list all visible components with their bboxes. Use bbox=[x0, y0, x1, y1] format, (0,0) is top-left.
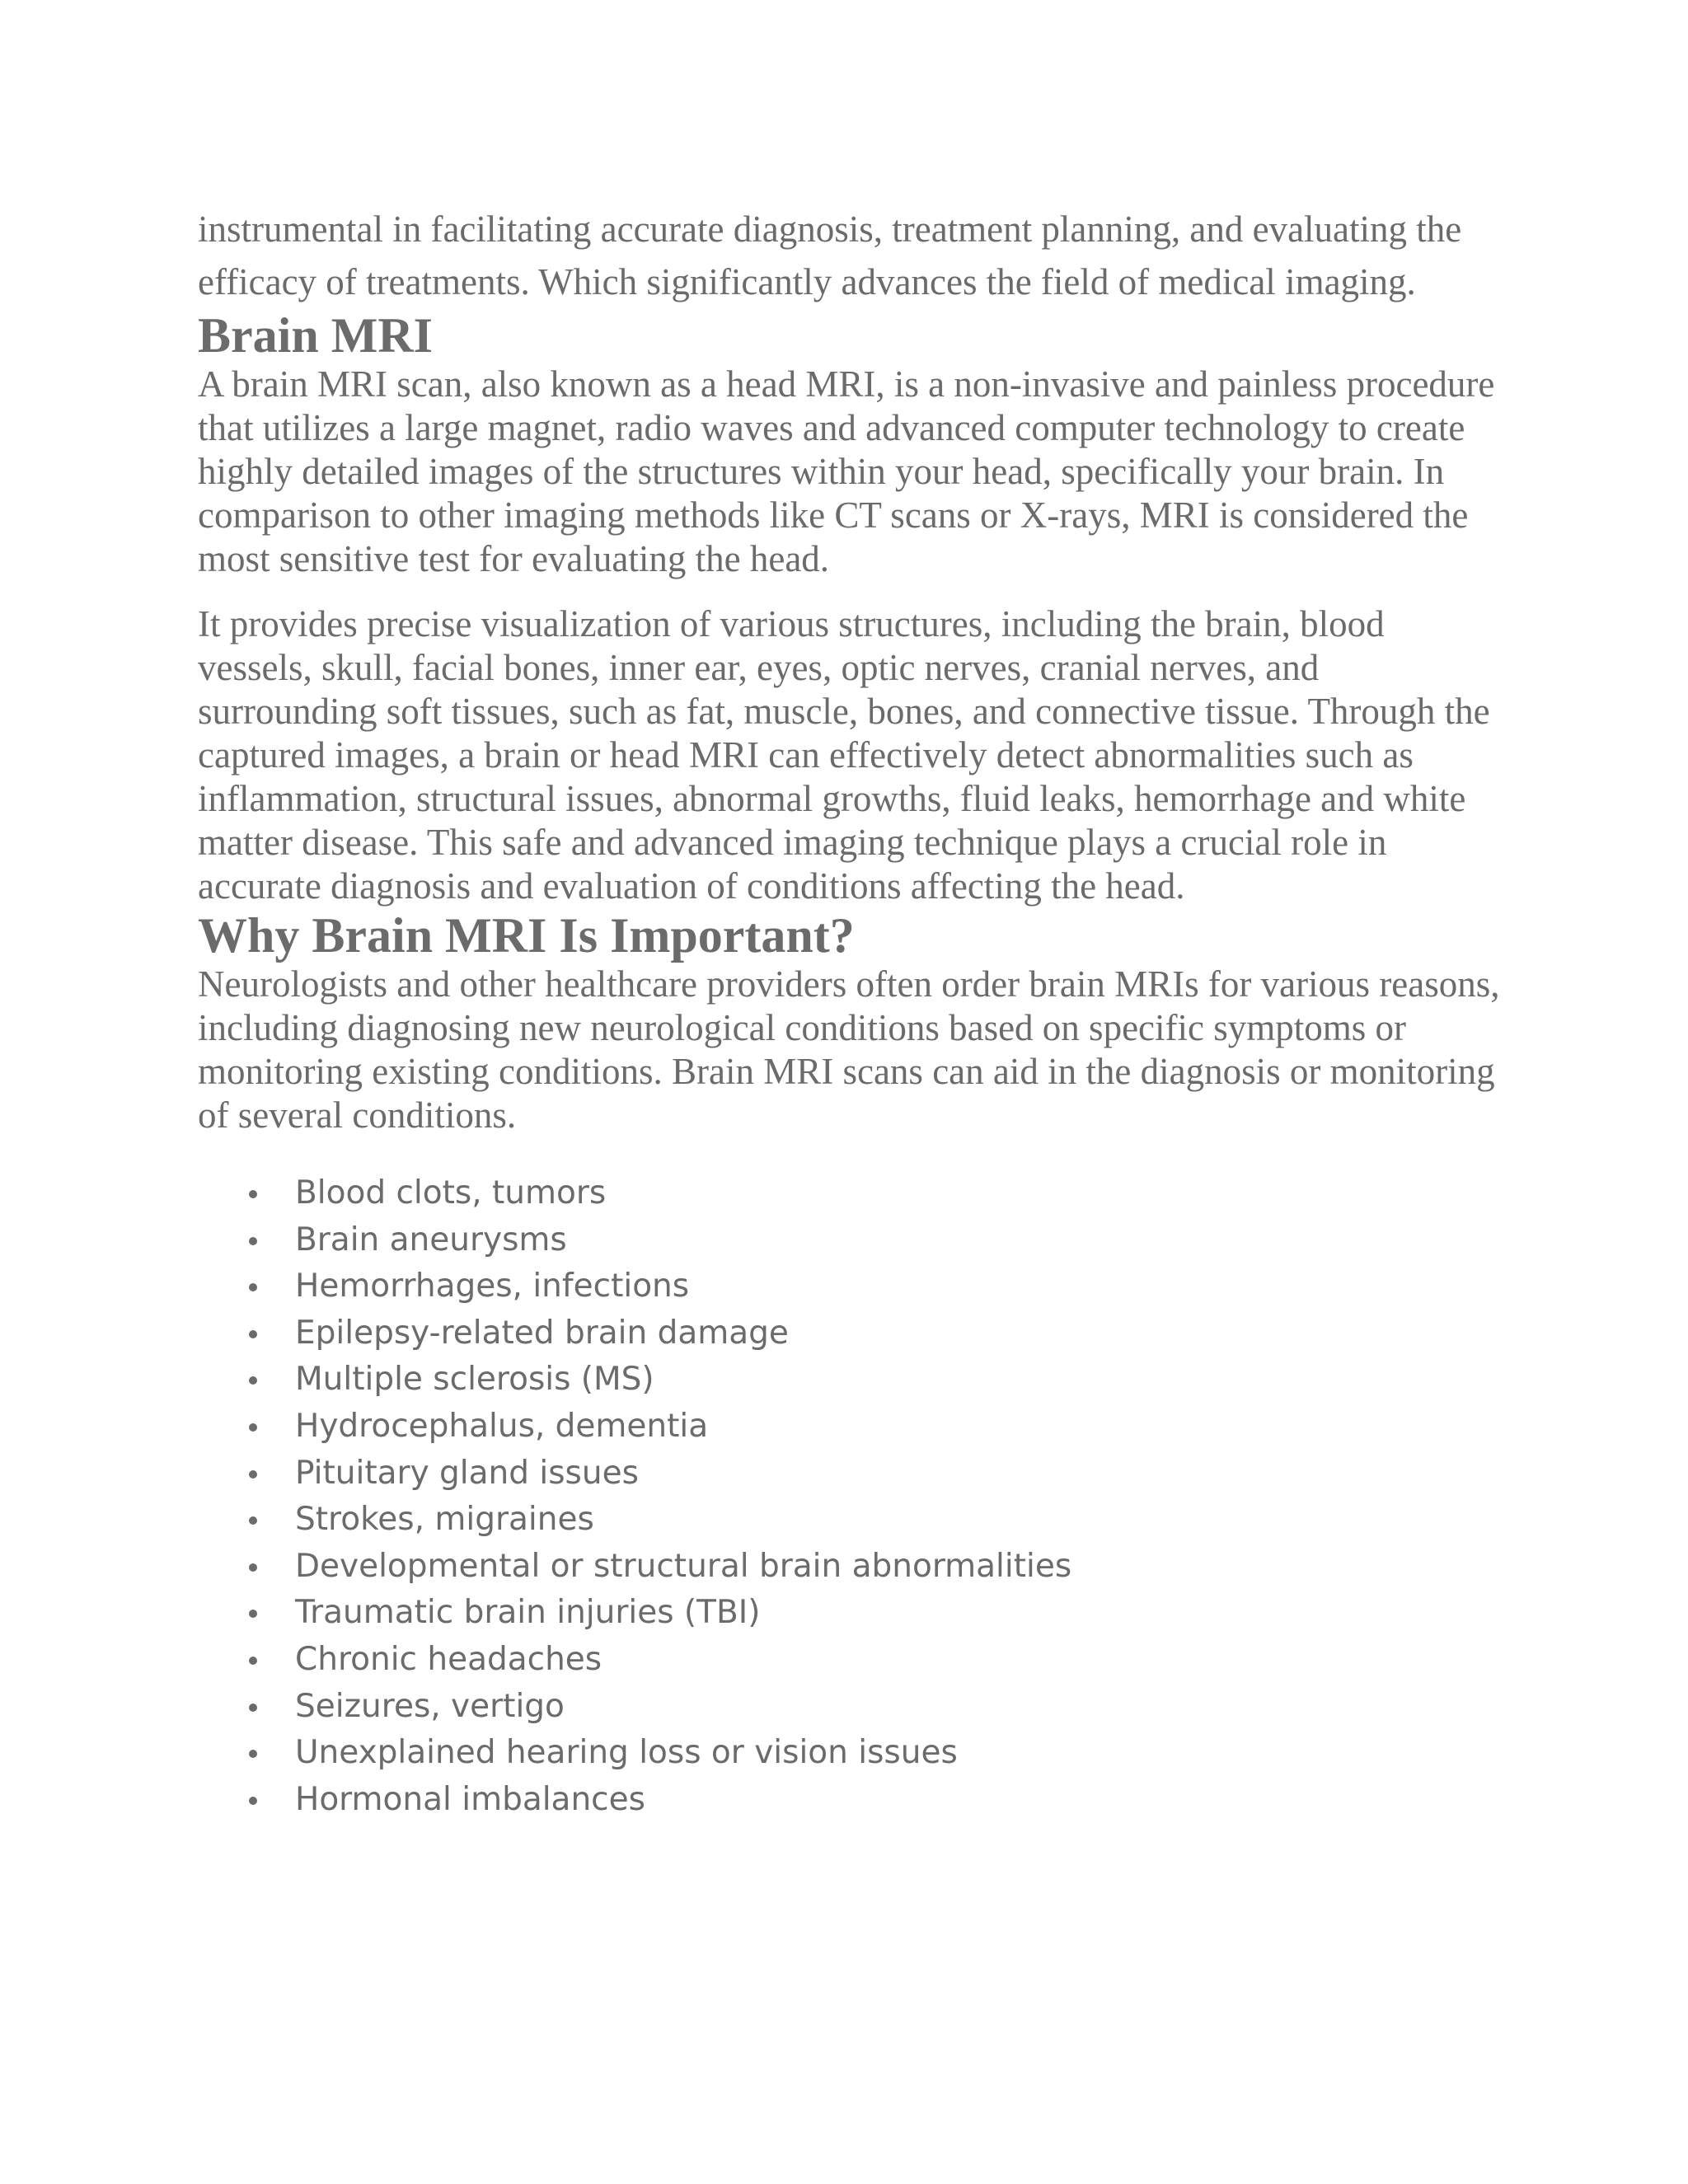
bullet-icon bbox=[249, 1704, 257, 1712]
list-item bbox=[198, 1590, 1500, 1637]
list-item bbox=[198, 1777, 1500, 1824]
list-item-text: Brain aneurysms bbox=[295, 1221, 567, 1258]
why-important-heading: Why Brain MRI Is Important? bbox=[198, 908, 855, 963]
bullet-icon bbox=[249, 1657, 257, 1665]
list-item-text: Pituitary gland issues bbox=[295, 1454, 639, 1492]
intro-paragraph: instrumental in facilitating accurate diagnosis, treatment planning, and evaluating the efficacy of treatments. Which significantly advances the field of medical imaging. bbox=[198, 209, 1462, 302]
brain-mri-paragraph-2: It provides precise visualization of various structures, including the brain, blood vessels, skull, facial bones, inner ear, eyes, optic nerves, cranial nerves, and surrounding soft tissues, such as fat, muscle, bones, and connective tissue. Through the captured images, a brain or head MRI can effectively detect abnormalities such as inflammation, structural issues, abnormal growths, fluid leaks, hemorrhage and white matter disease. This safe and advanced imaging technique plays a crucial role in accurate diagnosis and evaluation of conditions affecting the head. bbox=[198, 603, 1490, 907]
list-item bbox=[198, 1684, 1500, 1731]
list-item-text: Epilepsy-related brain damage bbox=[295, 1314, 789, 1352]
list-item-text: Developmental or structural brain abnormalities bbox=[295, 1547, 1072, 1585]
bullet-icon bbox=[249, 1563, 257, 1572]
bullet-icon bbox=[249, 1190, 257, 1198]
conditions-list bbox=[198, 1170, 1500, 1823]
bullet-icon bbox=[249, 1283, 257, 1291]
bullet-icon bbox=[249, 1610, 257, 1618]
list-item bbox=[198, 1263, 1500, 1310]
brain-mri-paragraph-1: A brain MRI scan, also known as a head MRI, is a non-invasive and painless procedure that utilizes a large magnet, radio waves and advanced computer technology to create highly detailed images of the structures within your head, specifically your brain. In comparison to other imaging methods like CT scans or X-rays, MRI is considered the most sensitive test for evaluating the head. bbox=[198, 363, 1495, 579]
list-item bbox=[198, 1170, 1500, 1217]
list-item-text: Seizures, vertigo bbox=[295, 1687, 565, 1725]
bullet-icon bbox=[249, 1750, 257, 1758]
page-content bbox=[198, 203, 1500, 1823]
list-item bbox=[198, 1310, 1500, 1357]
bullet-icon bbox=[249, 1797, 257, 1805]
list-item bbox=[198, 1357, 1500, 1404]
list-item-text: Chronic headaches bbox=[295, 1640, 603, 1678]
list-item bbox=[198, 1217, 1500, 1264]
why-important-paragraph: Neurologists and other healthcare providers often order brain MRIs for various reasons, including diagnosing new neurological conditions based on specific symptoms or monitoring existing conditions. Brain MRI scans can aid in the diagnosis or monitoring of several conditions. bbox=[198, 963, 1500, 1136]
list-item-text: Unexplained hearing loss or vision issues bbox=[295, 1734, 958, 1772]
list-item-text: Blood clots, tumors bbox=[295, 1174, 607, 1212]
bullet-icon bbox=[249, 1470, 257, 1479]
bullet-icon bbox=[249, 1423, 257, 1432]
list-item bbox=[198, 1404, 1500, 1451]
brain-mri-heading: Brain MRI bbox=[198, 308, 433, 363]
list-item-text: Hydrocephalus, dementia bbox=[295, 1407, 709, 1445]
bullet-icon bbox=[249, 1376, 257, 1385]
list-item-text: Traumatic brain injuries (TBI) bbox=[295, 1594, 761, 1632]
list-item-text: Hormonal imbalances bbox=[295, 1780, 645, 1818]
list-item bbox=[198, 1730, 1500, 1777]
list-item-text: Hemorrhages, infections bbox=[295, 1268, 690, 1305]
list-item-text: Strokes, migraines bbox=[295, 1501, 594, 1539]
list-item bbox=[198, 1451, 1500, 1497]
bullet-icon bbox=[249, 1516, 257, 1525]
list-item bbox=[198, 1544, 1500, 1591]
list-item bbox=[198, 1497, 1500, 1544]
bullet-icon bbox=[249, 1237, 257, 1245]
bullet-icon bbox=[249, 1330, 257, 1338]
list-item bbox=[198, 1637, 1500, 1684]
list-item-text: Multiple sclerosis (MS) bbox=[295, 1361, 654, 1399]
